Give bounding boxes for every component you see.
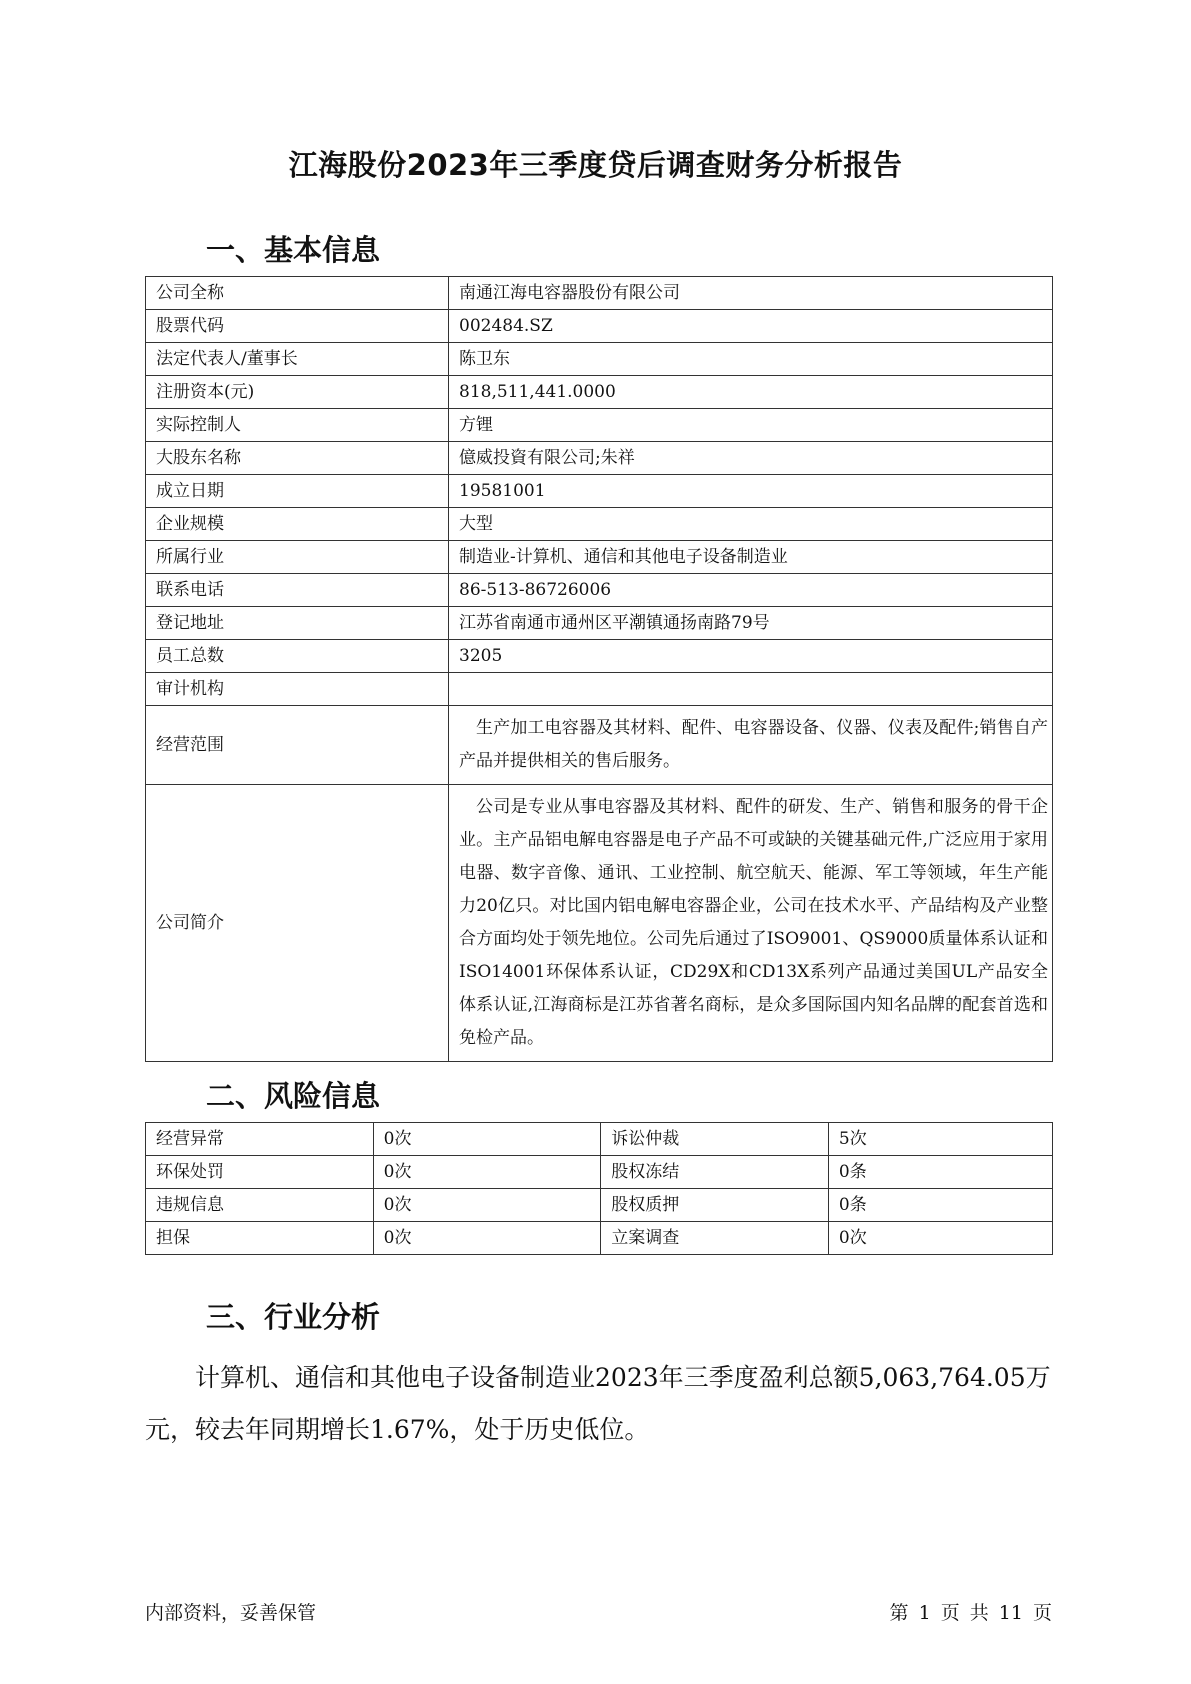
risk-label: 经营异常	[146, 1123, 374, 1156]
field-label: 成立日期	[146, 475, 449, 508]
risk-value: 5次	[828, 1123, 1052, 1156]
risk-label: 担保	[146, 1222, 374, 1255]
field-value: 公司是专业从事电容器及其材料、配件的研发、生产、销售和服务的骨干企业。主产品铝电解电容器是电子产品不可或缺的关键基础元件,广泛应用于家用电器、数字音像、通讯、工业控制、航空航天、能源、军工等领域，年生产能力20亿只。对比国内铝电解电容器企业，公司在技术水平、产品结构及产业整合方面均处于领先地位。公司先后通过了ISO9001、QS9000质量体系认证和ISO14001环保体系认证，CD29X和CD13X系列产品通过美国UL产品安全体系认证,江海商标是江苏省著名商标，是众多国际国内知名品牌的配套首选和免检产品。	[449, 785, 1053, 1062]
footer-confidential-note: 内部资料，妥善保管	[145, 1602, 317, 1624]
risk-value: 0条	[828, 1156, 1052, 1189]
field-label: 审计机构	[146, 673, 449, 706]
field-label: 员工总数	[146, 640, 449, 673]
risk-label: 股权质押	[601, 1189, 829, 1222]
risk-value: 0次	[373, 1189, 601, 1222]
risk-value: 0次	[828, 1222, 1052, 1255]
basic-info-body	[146, 277, 1053, 1062]
table-row	[146, 277, 1053, 310]
table-row	[146, 376, 1053, 409]
field-value: 制造业-计算机、通信和其他电子设备制造业	[449, 541, 1053, 574]
table-row	[146, 607, 1053, 640]
field-label: 联系电话	[146, 574, 449, 607]
risk-value: 0条	[828, 1189, 1052, 1222]
risk-value: 0次	[373, 1123, 601, 1156]
field-label: 实际控制人	[146, 409, 449, 442]
risk-label: 股权冻结	[601, 1156, 829, 1189]
table-row	[146, 640, 1053, 673]
table-row	[146, 541, 1053, 574]
field-value	[449, 673, 1053, 706]
table-row	[146, 1222, 1053, 1255]
table-row	[146, 706, 1053, 785]
field-label: 股票代码	[146, 310, 449, 343]
field-value: 大型	[449, 508, 1053, 541]
field-value: 江苏省南通市通州区平潮镇通扬南路79号	[449, 607, 1053, 640]
field-label: 大股东名称	[146, 442, 449, 475]
field-label: 企业规模	[146, 508, 449, 541]
field-value: 19581001	[449, 475, 1053, 508]
risk-label: 诉讼仲裁	[601, 1123, 829, 1156]
field-value: 南通江海电容器股份有限公司	[449, 277, 1053, 310]
table-row	[146, 442, 1053, 475]
field-label: 所属行业	[146, 541, 449, 574]
basic-info-table	[145, 276, 1053, 1062]
field-value: 陈卫东	[449, 343, 1053, 376]
field-value: 生产加工电容器及其材料、配件、电容器设备、仪器、仪表及配件;销售自产产品并提供相关的售后服务。	[449, 706, 1053, 785]
field-label: 登记地址	[146, 607, 449, 640]
risk-label: 立案调查	[601, 1222, 829, 1255]
field-label: 经营范围	[146, 706, 449, 785]
risk-info-table	[145, 1122, 1053, 1255]
risk-label: 违规信息	[146, 1189, 374, 1222]
report-title: 江海股份2023年三季度贷后调查财务分析报告	[288, 148, 903, 182]
risk-value: 0次	[373, 1222, 601, 1255]
field-value: 3205	[449, 640, 1053, 673]
field-label: 公司全称	[146, 277, 449, 310]
section-heading-basic: 一、基本信息	[206, 233, 381, 267]
field-value: 818,511,441.0000	[449, 376, 1053, 409]
field-value: 億威投資有限公司;朱祥	[449, 442, 1053, 475]
table-row	[146, 508, 1053, 541]
risk-value: 0次	[373, 1156, 601, 1189]
field-value: 002484.SZ	[449, 310, 1053, 343]
table-row	[146, 1189, 1053, 1222]
field-label: 注册资本(元)	[146, 376, 449, 409]
field-value: 86-513-86726006	[449, 574, 1053, 607]
table-row	[146, 1123, 1053, 1156]
table-row	[146, 1156, 1053, 1189]
risk-label: 环保处罚	[146, 1156, 374, 1189]
section-heading-risk: 二、风险信息	[206, 1079, 381, 1113]
section-heading-industry: 三、行业分析	[206, 1300, 381, 1334]
industry-analysis-text: 计算机、通信和其他电子设备制造业2023年三季度盈利总额5,063,764.05万元，较去年同期增长1.67%，处于历史低位。	[145, 1363, 1051, 1444]
table-row	[146, 475, 1053, 508]
table-row	[146, 574, 1053, 607]
table-row	[146, 343, 1053, 376]
field-label: 公司简介	[146, 785, 449, 1062]
field-label: 法定代表人/董事长	[146, 343, 449, 376]
table-row	[146, 310, 1053, 343]
table-row	[146, 673, 1053, 706]
risk-info-body	[146, 1123, 1053, 1255]
table-row	[146, 785, 1053, 1062]
table-row	[146, 409, 1053, 442]
field-value: 方锂	[449, 409, 1053, 442]
footer-page-number: 第 1 页 共 11 页	[889, 1602, 1052, 1624]
